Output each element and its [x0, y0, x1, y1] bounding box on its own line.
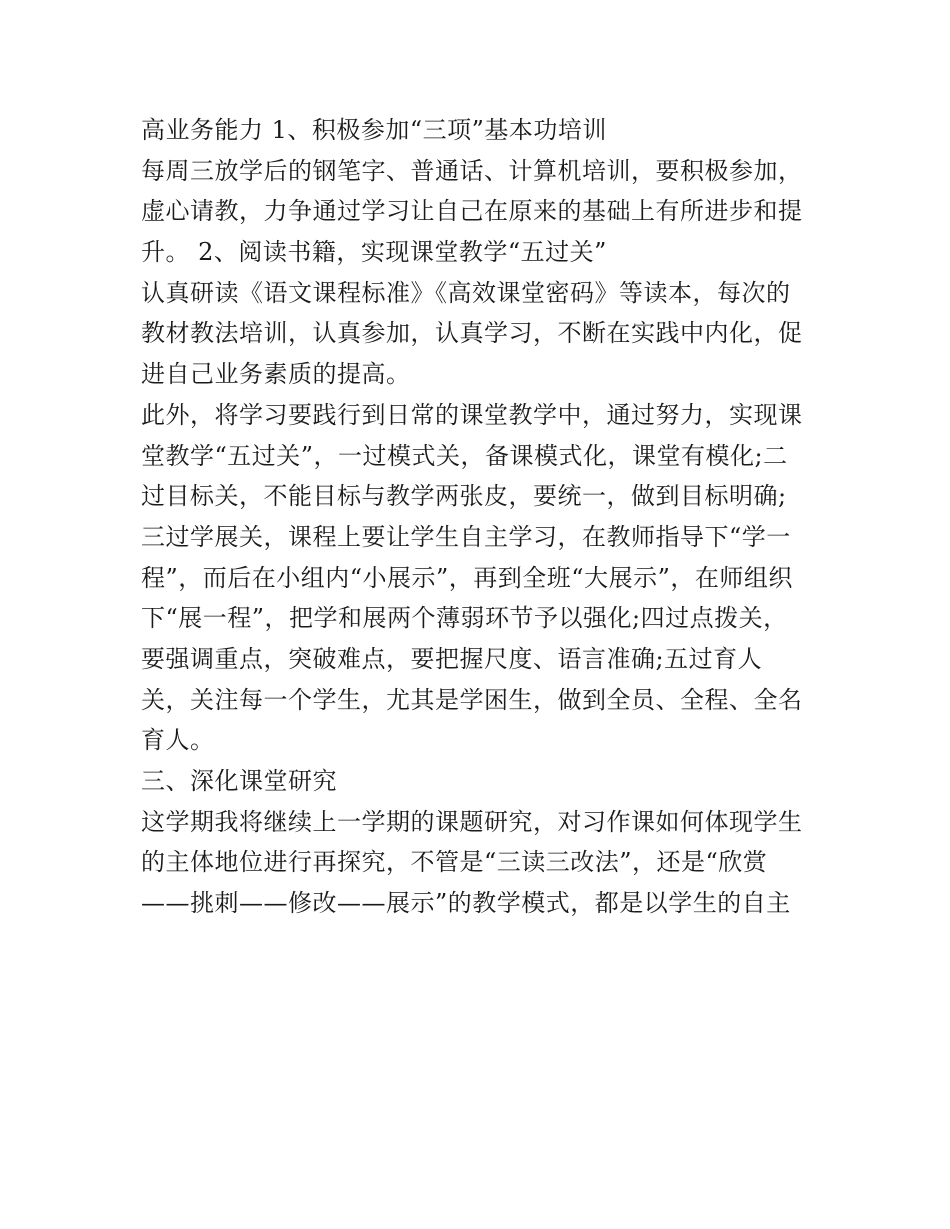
text-line: 关，关注每一个学生，尤其是学困生，做到全员、全程、全名: [141, 685, 803, 714]
text-line: 教材教法培训，认真参加，认真学习，不断在实践中内化，促: [141, 319, 803, 348]
text-line: 下“展一程”，把学和展两个薄弱环节予以强化;四过点拨关，: [141, 604, 788, 633]
text-line: 进自己业务素质的提高。: [141, 360, 411, 389]
text-line: 这学期我将继续上一学期的课题研究，对习作课如何体现学生: [141, 807, 803, 836]
text-line: 过目标关，不能目标与教学两张皮，要统一，做到目标明确;: [141, 482, 787, 511]
text-line: 此外，将学习要践行到日常的课堂教学中，通过努力，实现课: [141, 400, 803, 429]
text-line: 的主体地位进行再探究，不管是“三读三改法”，还是“欣赏: [141, 848, 768, 877]
text-line: 三过学展关，课程上要让学生自主学习，在教师指导下“学一: [141, 522, 791, 551]
text-line: 要强调重点，突破难点，要把握尺度、语言准确;五过育人: [141, 644, 763, 673]
text-line: 堂教学“五过关”，一过模式关，备课模式化，课堂有模化;二: [141, 441, 788, 470]
text-line: 高业务能力 1、积极参加“三项”基本功培训: [141, 116, 607, 144]
text-line: 程”，而后在小组内“小展示”，再到全班“大展示”，在师组织: [141, 563, 793, 592]
text-line: 认真研读《语文课程标准》《高效课堂密码》等读本，每次的: [141, 278, 791, 307]
document-body: [141, 110, 821, 924]
text-line: 每周三放学后的钢笔字、普通话、计算机培训，要积极参加，: [141, 156, 803, 185]
text-line: 升。 2、阅读书籍，实现课堂教学“五过关”: [141, 238, 607, 267]
text-line: ——挑刺——修改——展示”的教学模式，都是以学生的自主: [141, 889, 791, 918]
text-line: 虚心请教，力争通过学习让自己在原来的基础上有所进步和提: [141, 197, 803, 226]
text-line: 育人。: [141, 726, 215, 755]
section-heading: 三、深化课堂研究: [141, 767, 337, 795]
